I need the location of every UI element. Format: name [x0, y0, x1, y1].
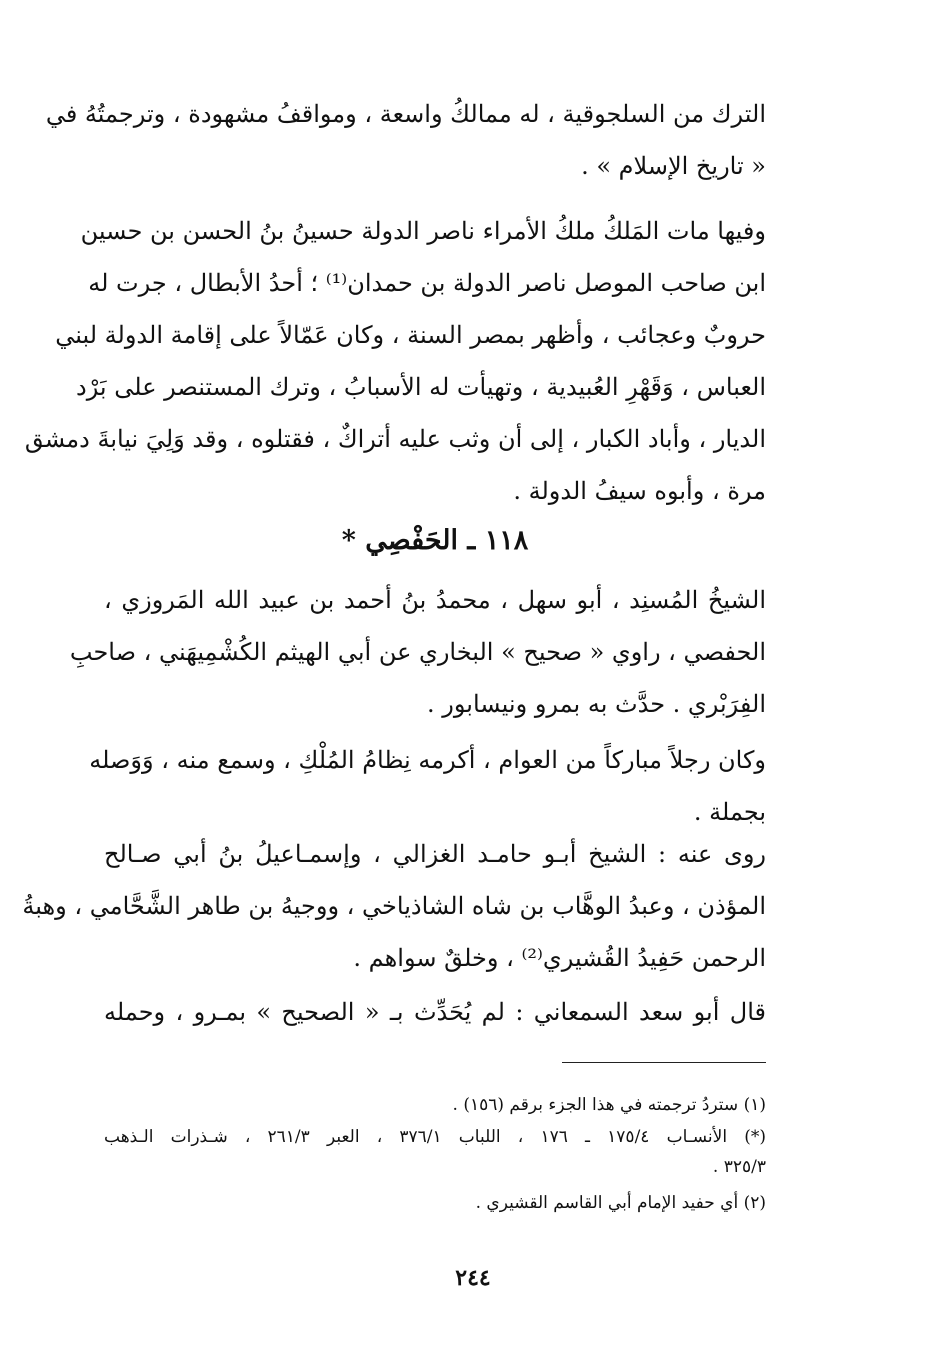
text-line: الحفصي ، راوي « صحيح » البخاري عن أبي الهيثم الكُشْمِيهَني ، صاحبِ	[69, 638, 766, 666]
footnote-source	[104, 1122, 766, 1182]
text-line: قال أبو سعد السمعاني : لم يُحَدِّث بـ « الصحيح » بمـرو ، وحمله	[104, 998, 766, 1026]
page-number: ٢٤٤	[455, 1265, 491, 1291]
paragraph-3	[69, 574, 766, 730]
paragraph-5	[22, 828, 766, 984]
footnote-line: (*) الأنسـاب ١٧٥/٤ ـ ١٧٦ ، اللباب ٣٧٦/١ ، العبر ٢٦١/٣ ، شـذرات الـذهب	[104, 1127, 767, 1147]
paragraph-6	[104, 986, 766, 1038]
footnote-1	[104, 1090, 766, 1120]
footnote-line: (٢) أي حفيد الإمام أبي القاسم القشيري .	[475, 1193, 766, 1213]
text-line: العباس ، وَقَهْرِ العُبيدية ، وتهيأت له الأسبابُ ، وترك المستنصر على بَرْد	[76, 373, 766, 401]
text-line: الرحمن حَفِيدُ القُشيري⁽²⁾ ، وخلقٌ سواهم .	[353, 944, 766, 972]
text-line: روى عنه : الشيخ أبـو حامـد الغزالي ، وإسمـاعيلُ بنُ أبي صـالح	[104, 840, 766, 868]
text-line: حروبٌ وعجائب ، وأظهر بمصر السنة ، وكان عَمّالاً على إقامة الدولة لبني	[55, 321, 766, 349]
footnote-2	[104, 1188, 766, 1218]
text-line: ابن صاحب الموصل ناصر الدولة بن حمدان⁽¹⁾ ؛ أحدُ الأبطال ، جرت له	[88, 269, 766, 297]
paragraph-1	[45, 88, 766, 192]
text-line: الفِرَبْري . حدَّث به بمرو ونيسابور .	[427, 690, 766, 718]
text-line: الديار ، وأباد الكبار ، إلى أن وثب عليه أتراكٌ ، فقتلوه ، وقد وَلِيَ نيابةَ دمشق	[24, 425, 766, 453]
footnote-line: ٣٢٥/٣ .	[712, 1157, 766, 1177]
text-line: المؤذن ، وعبدُ الوهَّاب بن شاه الشاذياخي ، ووجيهُ بن طاهر الشَّحَّامي ، وهبةُ	[22, 892, 766, 920]
paragraph-2	[24, 205, 766, 517]
paragraph-4	[89, 734, 766, 838]
text-line: بجملة .	[693, 798, 766, 826]
section-heading: ١١٨ ـ الحَفْصِي *	[341, 525, 529, 556]
text-line: مرة ، وأبوه سيفُ الدولة .	[513, 477, 766, 505]
text-line: وفيها مات المَلكُ ملكُ الأمراء ناصر الدولة حسينُ بنُ الحسن بن حسين	[80, 217, 766, 245]
text-line: الشيخُ المُسنِد ، أبو سهل ، محمدُ بنُ أحمد بن عبيد الله المَروزي ،	[104, 586, 766, 614]
text-line: وكان رجلاً مباركاً من العوام ، أكرمه نِظامُ المُلْكِ ، وسمع منه ، وَوَصله	[89, 746, 766, 774]
text-line: الترك من السلجوقية ، له ممالكُ واسعة ، ومواقفُ مشهودة ، وترجمتُهُ في	[45, 100, 766, 128]
footnote-line: (١) ستردُ ترجمته في هذا الجزء برقم (١٥٦) .	[452, 1095, 766, 1115]
footnote-separator	[562, 1062, 766, 1063]
text-line: « تاريخ الإسلام » .	[581, 152, 766, 180]
